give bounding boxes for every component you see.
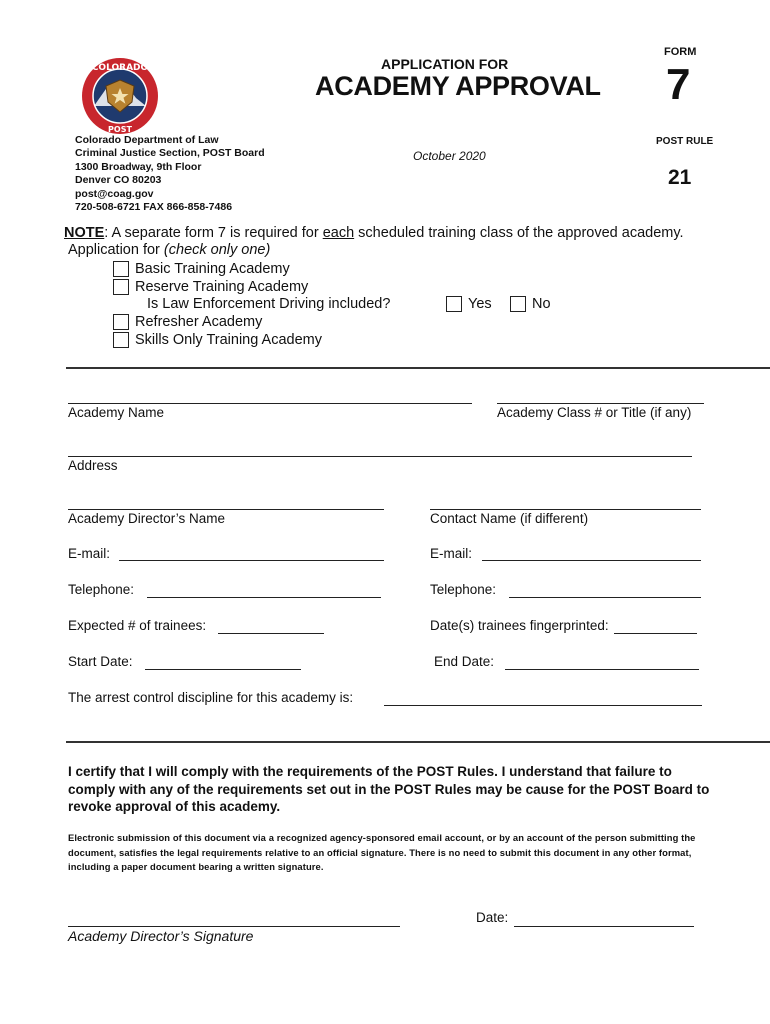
driving-no-checkbox[interactable] (510, 296, 526, 312)
driving-question (147, 296, 390, 312)
reserve-training-checkbox[interactable] (113, 279, 129, 295)
option-basic-training[interactable] (113, 261, 290, 277)
address-label: Address (68, 458, 118, 473)
director-name-field[interactable] (68, 509, 384, 510)
telephone-right-label: Telephone: (430, 582, 497, 597)
arrest-control-label: The arrest control discipline for this academy is: (68, 690, 354, 705)
no-label: No (532, 296, 551, 312)
skills-only-checkbox[interactable] (113, 332, 129, 348)
telephone-left-field[interactable] (147, 597, 381, 598)
contact-name-label: Contact Name (if different) (430, 511, 589, 526)
contact-name-field[interactable] (430, 509, 701, 510)
academy-class-field[interactable] (497, 403, 704, 404)
yes-label: Yes (468, 296, 492, 312)
option-label: Skills Only Training Academy (135, 332, 322, 348)
colorado-post-seal-icon (80, 56, 160, 136)
option-refresher[interactable] (113, 314, 262, 330)
option-skills-only[interactable] (113, 332, 322, 348)
agency-line: post@coag.gov (75, 187, 154, 200)
note-label: NOTE (64, 225, 105, 241)
certification-statement: I certify that I will comply with the requirements of the POST Rules. I understand that failure to comply with any of the requirements set out in the POST Rules may be cause for the POST Board to revoke approval of this academy. (68, 764, 710, 814)
agency-line: Colorado Department of Law (75, 134, 219, 146)
driving-yes-option[interactable] (446, 296, 492, 312)
application-hint: (check only one) (163, 242, 271, 258)
address-field[interactable] (68, 456, 692, 457)
start-date-label: Start Date: (68, 654, 133, 669)
fingerprinted-label: Date(s) trainees fingerprinted: (430, 618, 609, 633)
email-left-label: E-mail: (68, 546, 111, 561)
refresher-checkbox[interactable] (113, 314, 129, 330)
section-divider (66, 367, 770, 369)
option-label: Refresher Academy (135, 314, 263, 330)
driving-no-option[interactable] (510, 296, 551, 312)
trainees-label: Expected # of trainees: (68, 618, 207, 633)
driving-question-label: Is Law Enforcement Driving included? (147, 296, 391, 312)
academy-name-label: Academy Name (68, 405, 165, 420)
form-label: FORM (664, 46, 697, 58)
academy-name-field[interactable] (68, 403, 472, 404)
option-reserve-training[interactable] (113, 279, 308, 295)
email-right-field[interactable] (482, 560, 701, 561)
note-each: each (322, 225, 355, 241)
application-type-prompt (68, 242, 270, 258)
note-body-end: scheduled training class of the approved academy. (354, 225, 684, 241)
page-title: ACADEMY APPROVAL (315, 71, 601, 101)
agency-line: 720-508-6721 FAX 866-858-7486 (75, 201, 233, 214)
option-label: Reserve Training Academy (135, 279, 309, 295)
fingerprinted-field[interactable] (614, 633, 697, 634)
arrest-control-field[interactable] (384, 705, 702, 706)
seal-top-text: COLORADO (91, 63, 149, 73)
signature-field[interactable] (68, 926, 400, 927)
signature-label: Academy Director’s Signature (68, 928, 254, 944)
post-rule-number: 21 (668, 166, 692, 189)
seal-bottom-text: POST (108, 125, 132, 134)
signature-date-label: Date: (476, 910, 509, 925)
email-left-field[interactable] (119, 560, 384, 561)
note-text (64, 225, 684, 241)
post-rule-label: POST RULE (656, 136, 714, 147)
start-date-field[interactable] (145, 669, 301, 670)
academy-class-label: Academy Class # or Title (if any) (497, 405, 692, 420)
agency-address-block (75, 134, 265, 214)
section-divider (66, 741, 770, 743)
form-number: 7 (666, 60, 691, 109)
driving-yes-checkbox[interactable] (446, 296, 462, 312)
application-for-heading: APPLICATION FOR (381, 56, 509, 72)
agency-line: 1300 Broadway, 9th Floor (75, 160, 202, 173)
agency-line: Criminal Justice Section, POST Board (75, 147, 265, 160)
end-date-label: End Date: (434, 654, 495, 669)
form-date: October 2020 (413, 149, 486, 163)
email-right-label: E-mail: (430, 546, 473, 561)
agency-line: Denver CO 80203 (75, 174, 162, 187)
signature-date-field[interactable] (514, 926, 694, 927)
trainees-field[interactable] (218, 633, 324, 634)
note-body-start: : A separate form 7 is required for (104, 225, 323, 241)
electronic-submission-notice: Electronic submission of this document via a recognized agency-sponsored email account, or by an account of the person submitting the document, satisfies the legal requirements relative to an official signature. There is no need to submit this document in any other format, including a paper document bearing a written signature. (68, 832, 696, 872)
director-name-label: Academy Director’s Name (68, 511, 226, 526)
basic-training-checkbox[interactable] (113, 261, 129, 277)
telephone-right-field[interactable] (509, 597, 701, 598)
option-label: Basic Training Academy (135, 261, 290, 277)
end-date-field[interactable] (505, 669, 699, 670)
telephone-left-label: Telephone: (68, 582, 135, 597)
application-prefix: Application for (68, 242, 164, 258)
